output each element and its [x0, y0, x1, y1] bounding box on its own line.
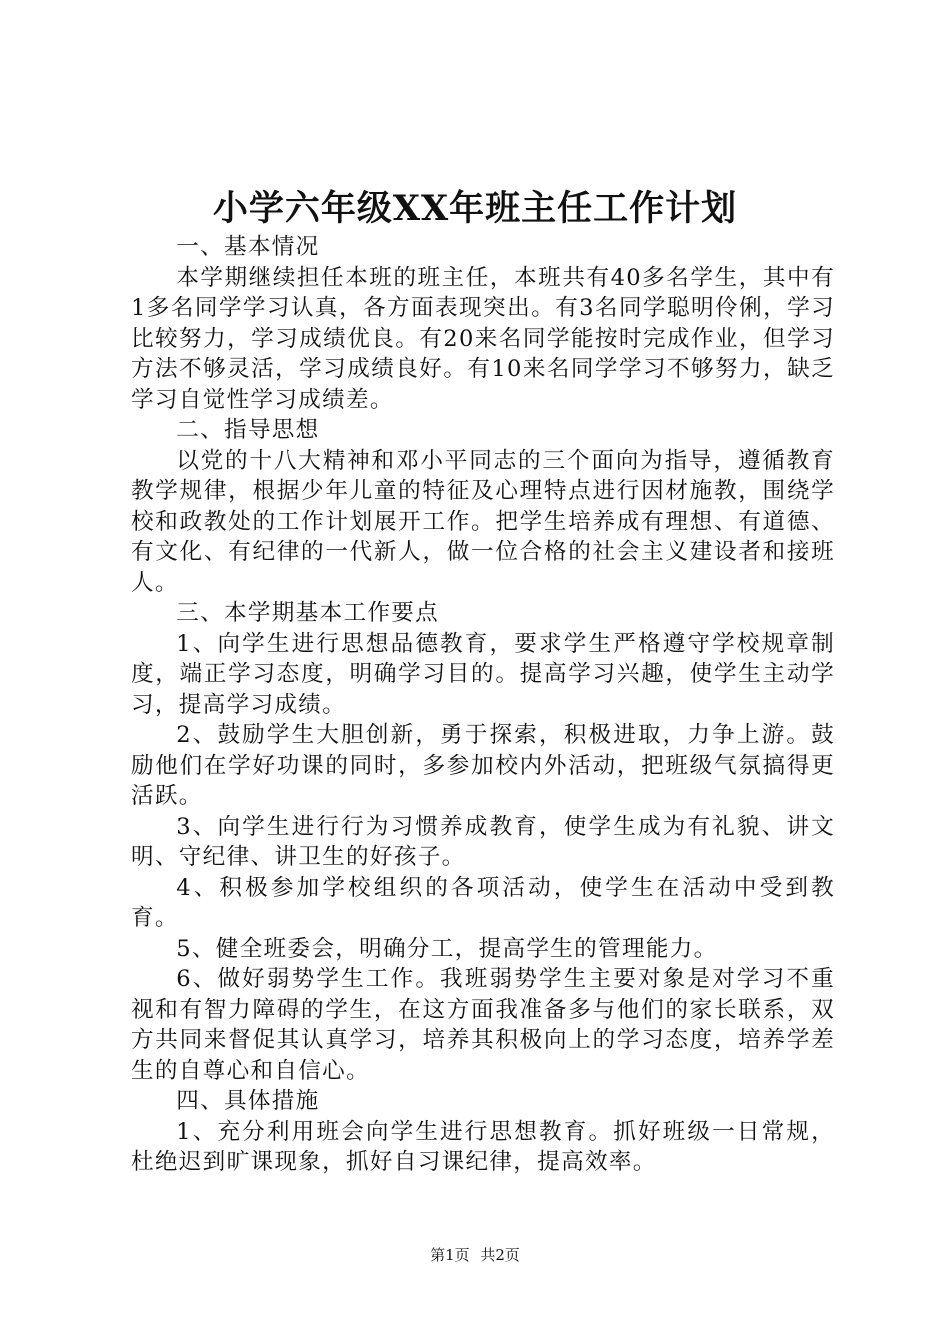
paragraph-work-point-6: 6、做好弱势学生工作。我班弱势学生主要对象是对学习不重视和有智力障碍的学生，在这方面我准备多与他们的家长联系，双方共同来督促其认真学习，培养其积极向上的学习态度，培养学差生的自尊心和自信心。 — [131, 966, 835, 1084]
paragraph-measure-1: 1、充分利用班会向学生进行思想教育。抓好班级一日常规，杜绝迟到旷课现象，抓好自习课纪律，提高效率。 — [131, 1118, 835, 1175]
paragraph-work-point-5: 5、健全班委会，明确分工，提高学生的管理能力。 — [176, 935, 718, 962]
section-heading-measures: 四、具体措施 — [176, 1088, 320, 1114]
section-heading-basic-situation: 一、基本情况 — [176, 234, 320, 260]
paragraph-basic-situation: 本学期继续担任本班的班主任，本班共有40多名学生，其中有1多名同学学习认真，各方面表现突出。有3名同学聪明伶俐，学习比较努力，学习成绩优良。有20来名同学能按时完成作业，但学习方法不够灵活，学习成绩良好。有10来名同学学习不够努力，缺乏学习自觉性学习成绩差。 — [131, 264, 835, 413]
paragraph-work-point-2: 2、鼓励学生大胆创新，勇于探索，积极进取，力争上游。鼓励他们在学好功课的同时，多参加校内外活动，把班级气氛搞得更活跃。 — [131, 722, 835, 809]
page-footer — [0, 1245, 950, 1265]
page-number: 第1页 — [430, 1246, 470, 1264]
paragraph-work-point-1: 1、向学生进行思想品德教育，要求学生严格遵守学校规章制度，端正学习态度，明确学习目的。提高学习兴趣，使学生主动学习，提高学习成绩。 — [131, 630, 835, 718]
section-heading-guiding-ideology: 二、指导思想 — [176, 417, 320, 443]
paragraph-work-point-4: 4、积极参加学校组织的各项活动，使学生在活动中受到教育。 — [131, 874, 835, 931]
section-heading-work-points: 三、本学期基本工作要点 — [176, 600, 440, 626]
document-title: 小学六年级XX年班主任工作计划 — [212, 188, 738, 229]
paragraph-work-point-3: 3、向学生进行行为习惯养成教育，使学生成为有礼貌、讲文明、守纪律、讲卫生的好孩子。 — [131, 813, 835, 870]
document-body — [131, 232, 835, 1178]
page-total: 共2页 — [480, 1246, 520, 1264]
paragraph-guiding-ideology: 以党的十八大精神和邓小平同志的三个面向为指导，遵循教育教学规律，根据少年儿童的特征及心理特点进行因材施教，围绕学校和政教处的工作计划展开工作。把学生培养成有理想、有道德、有文化、有纪律的一代新人，做一位合格的社会主义建设者和接班人。 — [131, 447, 835, 596]
